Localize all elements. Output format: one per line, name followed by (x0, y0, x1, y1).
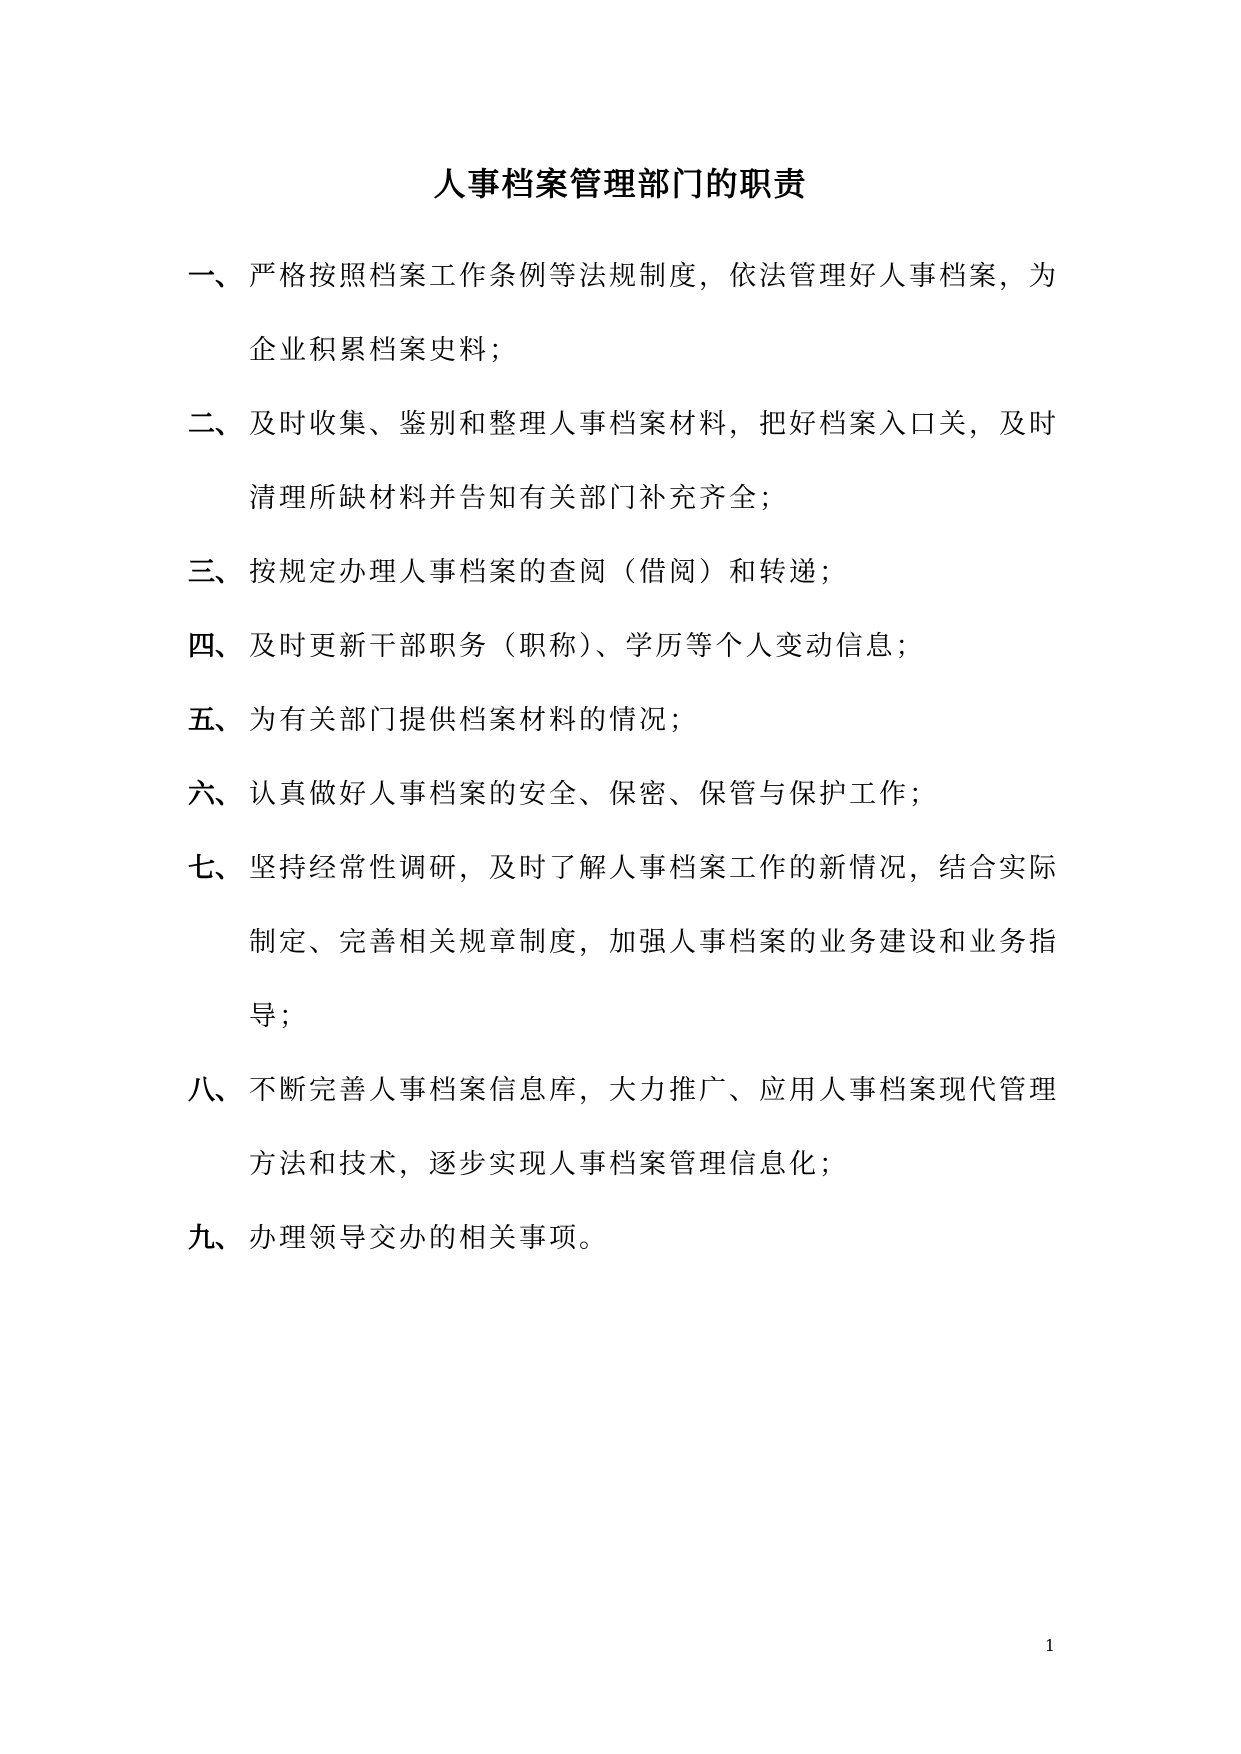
duty-text: 认真做好人事档案的安全、保密、保管与保护工作； (249, 779, 939, 810)
duty-item-7 (188, 832, 1068, 1054)
duty-number: 七、 (188, 853, 242, 884)
duty-item-5 (188, 684, 1068, 758)
duty-item-2 (188, 388, 1068, 536)
duty-number: 六、 (188, 779, 242, 810)
duty-number: 四、 (188, 631, 242, 662)
duty-number: 八、 (188, 1075, 242, 1106)
duty-item-1 (188, 240, 1068, 388)
duty-number: 九、 (188, 1223, 242, 1254)
duty-text: 按规定办理人事档案的查阅（借阅）和转递； (249, 557, 849, 588)
duty-number: 五、 (188, 705, 242, 736)
duty-number: 三、 (188, 557, 242, 588)
duty-text: 不断完善人事档案信息库，大力推广、应用人事档案现代管理方法和技术，逐步实现人事档案管理信息化； (249, 1075, 1059, 1180)
duty-item-6 (188, 758, 1068, 832)
duty-number: 一、 (188, 261, 242, 292)
duty-item-8 (188, 1054, 1068, 1202)
page-number: 1 (1044, 1636, 1056, 1655)
duty-item-3 (188, 536, 1068, 610)
duties-list (188, 240, 1068, 1276)
duty-text: 及时更新干部职务（职称）、学历等个人变动信息； (249, 631, 926, 662)
duty-text: 严格按照档案工作条例等法规制度，依法管理好人事档案，为企业积累档案史料； (249, 261, 1059, 366)
duty-text: 办理领导交办的相关事项。 (249, 1223, 609, 1254)
duty-text: 坚持经常性调研，及时了解人事档案工作的新情况，结合实际制定、完善相关规章制度，加强人事档案的业务建设和业务指导； (249, 853, 1059, 1032)
duty-text: 为有关部门提供档案材料的情况； (249, 705, 699, 736)
duty-item-9 (188, 1202, 1068, 1276)
duty-text: 及时收集、鉴别和整理人事档案材料，把好档案入口关，及时清理所缺材料并告知有关部门补充齐全； (249, 409, 1059, 514)
duty-number: 二、 (188, 409, 242, 440)
document-title: 人事档案管理部门的职责 (433, 165, 808, 203)
duty-item-4 (188, 610, 1068, 684)
